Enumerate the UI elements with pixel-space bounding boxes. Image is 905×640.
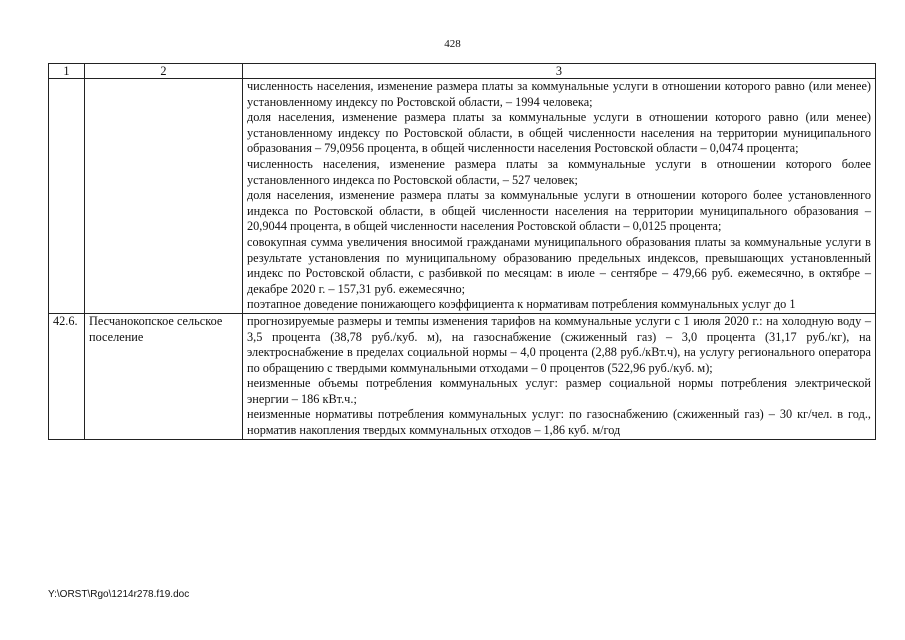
document-table xyxy=(48,63,876,440)
page-number: 428 xyxy=(444,38,461,50)
paragraph: доля населения, изменение размера платы за коммунальные услуги в отношении которого более установленного индекса по Ростовской области, в общей численности населения на территории муниципального образования – 20,9044 процента, в общей численности населения Ростовской области – 0,0125 процента; xyxy=(247,188,871,234)
row-content xyxy=(243,79,876,314)
paragraph: численность населения, изменение размера платы за коммунальные услуги в отношении которого более установленного индекса по Ростовской области, – 527 человек; xyxy=(247,156,871,187)
row-name: Песчанокопское сельское поселение xyxy=(85,313,243,439)
table-row xyxy=(49,79,876,314)
paragraph: численность населения, изменение размера платы за коммунальные услуги в отношении которого равно (или менее) установленному индексу по Ростовской области, – 1994 человека; xyxy=(247,79,871,109)
table-row xyxy=(49,313,876,439)
paragraph: прогнозируемые размеры и темпы изменения тарифов на коммунальные услуги с 1 июля 2020 г.: на холодную воду – 3,5 процента (38,78 руб./куб. м), на газоснабжение (сжиженный газ) – 3,0 процента (31,17 руб./кг), на электроснабжение в пределах социальной нормы – 4,0 процента (2,88 руб./кВт.ч), на услугу регионального оператора по обращению с твердыми коммунальными отходами – 0 процентов (522,96 руб./куб. м); xyxy=(247,313,871,375)
row-number xyxy=(49,79,85,314)
file-path-footer: Y:\ORST\Rgo\1214r278.f19.doc xyxy=(48,589,190,600)
row-name xyxy=(85,79,243,314)
paragraph: неизменные объемы потребления коммунальных услуг: размер социальной нормы потребления электрической энергии – 186 кВт.ч.; xyxy=(247,376,871,406)
paragraph: совокупная сумма увеличения вносимой гражданами муниципального образования платы за коммунальные услуги в результате установления по муниципальному образованию предельных индексов, превышающих установленный индекс по Ростовской области, с разбивкой по месяцам: в июле – сентябре – 479,66 руб. ежемесячно, в октябре – декабре 2020 г. – 157,31 руб. ежемесячно; xyxy=(247,234,871,296)
row-content xyxy=(243,313,876,439)
paragraph: неизменные нормативы потребления коммунальных услуг: по газоснабжению (сжиженный газ) – 30 кг/чел. в год., норматив накопления твердых коммунальных отходов – 1,86 куб. м/год xyxy=(247,407,871,438)
row-number: 42.6. xyxy=(49,313,85,439)
header-col-1: 1 xyxy=(49,64,85,79)
table-header-row xyxy=(49,64,876,79)
paragraph: поэтапное доведение понижающего коэффициента к нормативам потребления коммунальных услуг до 1 xyxy=(247,297,796,312)
paragraph: доля населения, изменение размера платы за коммунальные услуги в отношении которого равно (или менее) установленному индексу по Ростовской области, в общей численности населения на территории муниципального образования – 79,0956 процента, в общей численности населения Ростовской области – 0,0474 процента; xyxy=(247,110,871,156)
header-col-3: 3 xyxy=(243,64,876,79)
header-col-2: 2 xyxy=(85,64,243,79)
